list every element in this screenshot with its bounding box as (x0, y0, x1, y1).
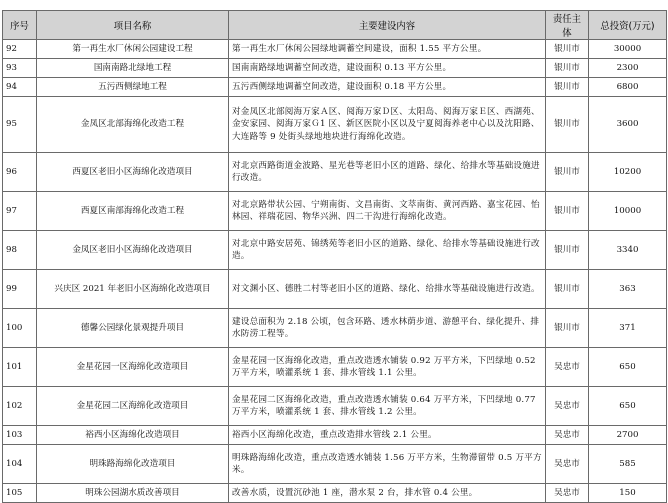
cell-name: 明珠公园湖水质改善项目 (37, 484, 229, 503)
cell-investment: 650 (589, 348, 667, 387)
cell-unit: 银川市 (546, 309, 589, 348)
cell-name: 金星花园二区海绵化改造项目 (37, 387, 229, 426)
cell-investment: 585 (589, 445, 667, 484)
cell-no: 104 (3, 445, 37, 484)
table-row (3, 40, 667, 59)
cell-content: 金星花园二区海绵化改造，重点改造透水铺装 0.64 万平方米，下凹绿地 0.77 万平方米，喷灌系统 1 套、排水管线 1.2 公里。 (229, 387, 546, 426)
cell-unit: 银川市 (546, 59, 589, 78)
cell-content: 建设总面积为 2.18 公顷，包含环路、透水林荫步道、游憩平台、绿化提升、排水防涝工程等。 (229, 309, 546, 348)
table-row (3, 59, 667, 78)
header-content: 主要建设内容 (229, 11, 546, 40)
cell-investment: 150 (589, 484, 667, 503)
cell-name: 金凤区老旧小区海绵化改造项目 (37, 231, 229, 270)
header-name: 项目名称 (37, 11, 229, 40)
cell-no: 94 (3, 78, 37, 97)
cell-name: 西夏区老旧小区海绵化改造项目 (37, 153, 229, 192)
cell-no: 102 (3, 387, 37, 426)
cell-content: 对金凤区北部阅海万家Ａ区、阅海万家Ｄ区、太阳岛、阅海万家Ｅ区、西湖苑、金安家园、阅海万家Ｇ1 区、新区医院小区以及宁夏阅海养老中心以及沈阳路、大连路等 9 处街头绿地地块进行海绵化改造。 (229, 97, 546, 153)
cell-unit: 吴忠市 (546, 387, 589, 426)
cell-content: 金星花园一区海绵化改造，重点改造透水铺装 0.92 万平方米，下凹绿地 0.52 万平方米，喷灌系统 1 套、排水管线 1.1 公里。 (229, 348, 546, 387)
cell-investment: 363 (589, 270, 667, 309)
cell-name: 金凤区北部海绵化改造工程 (37, 97, 229, 153)
cell-name: 金星花园一区海绵化改造项目 (37, 348, 229, 387)
header-no: 序号 (3, 11, 37, 40)
cell-no: 101 (3, 348, 37, 387)
cell-investment: 30000 (589, 40, 667, 59)
cell-unit: 银川市 (546, 153, 589, 192)
cell-no: 98 (3, 231, 37, 270)
cell-no: 103 (3, 426, 37, 445)
cell-content: 对北京西路街道金波路、星光巷等老旧小区的道路、绿化、给排水等基础设施进行改造。 (229, 153, 546, 192)
table-row (3, 153, 667, 192)
cell-content: 对文渊小区、德胜二村等老旧小区的道路、绿化、给排水等基础设施进行改造。 (229, 270, 546, 309)
cell-no: 97 (3, 192, 37, 231)
table-row (3, 231, 667, 270)
cell-no: 99 (3, 270, 37, 309)
cell-unit: 吴忠市 (546, 426, 589, 445)
table-row (3, 309, 667, 348)
cell-unit: 吴忠市 (546, 484, 589, 503)
cell-content: 明珠路海绵化改造，重点改造透水铺装 1.56 万平方米，生物滞留带 0.5 万平方米。 (229, 445, 546, 484)
cell-unit: 吴忠市 (546, 348, 589, 387)
cell-content: 第一再生水厂休闲公园绿地调蓄空间建设，面积 1.55 平方公里。 (229, 40, 546, 59)
cell-unit: 银川市 (546, 270, 589, 309)
cell-name: 裕西小区海绵化改造项目 (37, 426, 229, 445)
project-table (2, 10, 667, 503)
cell-no: 95 (3, 97, 37, 153)
table-row (3, 348, 667, 387)
cell-no: 100 (3, 309, 37, 348)
table-row (3, 484, 667, 503)
cell-investment: 371 (589, 309, 667, 348)
cell-name: 第一再生水厂休闲公园建设工程 (37, 40, 229, 59)
cell-content: 裕西小区海绵化改造，重点改造排水管线 2.1 公里。 (229, 426, 546, 445)
cell-content: 对北京路带状公园、宁朔南街、文昌南街、文萃南街、黄河西路、嘉宝花园、怡林园、祥瑞花园、物华兴洲、四二干沟进行海绵化改造。 (229, 192, 546, 231)
table-row (3, 270, 667, 309)
cell-name: 兴庆区 2021 年老旧小区海绵化改造项目 (37, 270, 229, 309)
cell-content: 国南南路绿地调蓄空间改造，建设面积 0.13 平方公里。 (229, 59, 546, 78)
cell-name: 明珠路海绵化改造项目 (37, 445, 229, 484)
table-row (3, 387, 667, 426)
cell-investment: 10000 (589, 192, 667, 231)
cell-investment: 650 (589, 387, 667, 426)
cell-no: 96 (3, 153, 37, 192)
table-row (3, 97, 667, 153)
cell-unit: 银川市 (546, 78, 589, 97)
cell-no: 93 (3, 59, 37, 78)
table-row (3, 426, 667, 445)
table-header-row (3, 11, 667, 40)
table-row (3, 192, 667, 231)
cell-unit: 银川市 (546, 192, 589, 231)
cell-unit: 银川市 (546, 40, 589, 59)
cell-unit: 银川市 (546, 97, 589, 153)
cell-unit: 吴忠市 (546, 445, 589, 484)
cell-investment: 2700 (589, 426, 667, 445)
cell-name: 国南南路北绿地工程 (37, 59, 229, 78)
table-row (3, 78, 667, 97)
cell-content: 对北京中路安居苑、锦绣苑等老旧小区的道路、绿化、给排水等基础设施进行改造。 (229, 231, 546, 270)
cell-content: 五污西侧绿地调蓄空间改造，建设面积 0.18 平方公里。 (229, 78, 546, 97)
cell-investment: 3340 (589, 231, 667, 270)
header-unit: 责任主体 (546, 11, 589, 40)
table-row (3, 445, 667, 484)
header-investment: 总投资(万元) (589, 11, 667, 40)
cell-investment: 6800 (589, 78, 667, 97)
cell-investment: 10200 (589, 153, 667, 192)
cell-name: 西夏区南部海绵化改造工程 (37, 192, 229, 231)
cell-investment: 3600 (589, 97, 667, 153)
cell-no: 105 (3, 484, 37, 503)
cell-investment: 2300 (589, 59, 667, 78)
cell-unit: 银川市 (546, 231, 589, 270)
document-page (0, 10, 668, 503)
cell-name: 五污西侧绿地工程 (37, 78, 229, 97)
cell-no: 92 (3, 40, 37, 59)
cell-name: 德馨公园绿化景观提升项目 (37, 309, 229, 348)
cell-content: 改善水质，设置沉砂池 1 座，潜水泵 2 台，排水管 0.4 公里。 (229, 484, 546, 503)
